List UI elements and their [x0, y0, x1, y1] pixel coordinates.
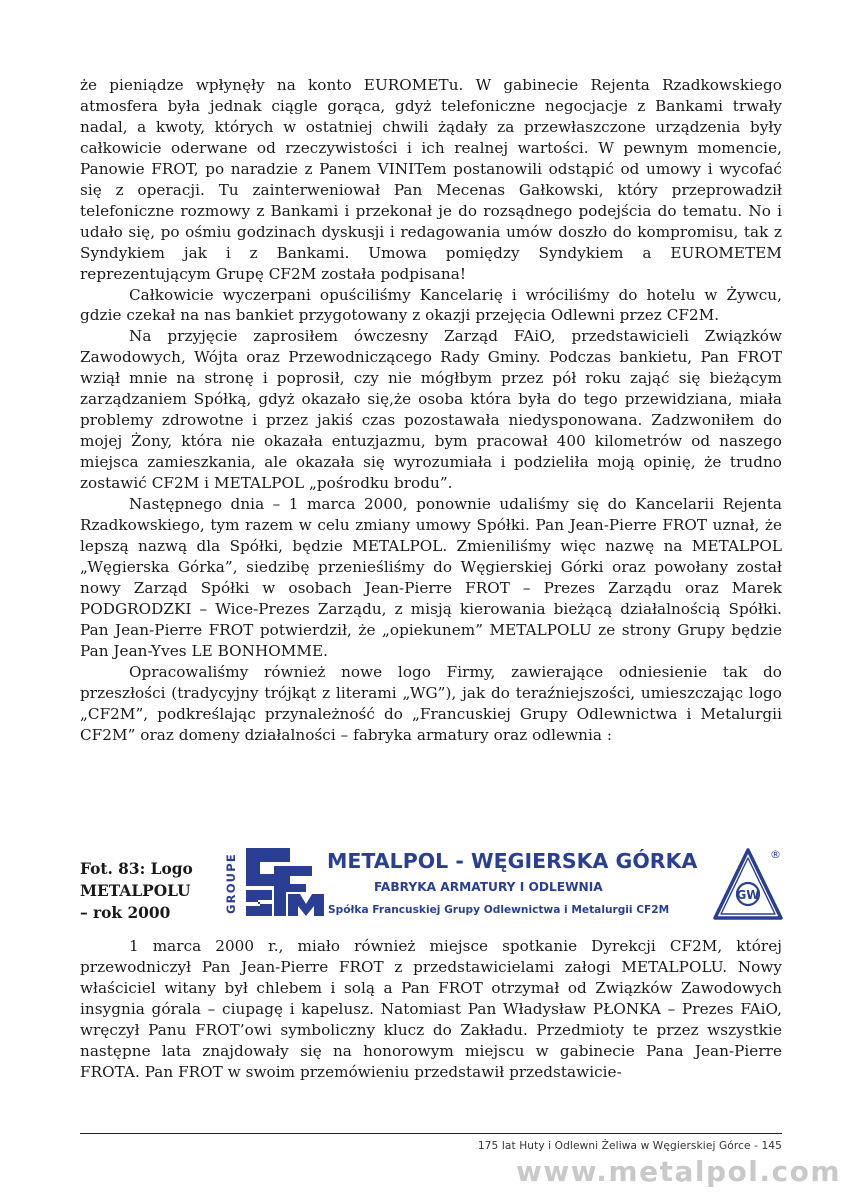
- paragraph: Opracowaliśmy również nowe logo Firmy, zawierające odniesienie tak do przeszłości (tradycyjny trójkąt z literami „WG”), jak do teraźniejszości, umieszczając logo „CF2M”, podkreślając przynależność do „Francuskiej Grupy Odlewnictwa i Metalurgii CF2M” oraz domeny działalności – fabryka armatury oraz odlewnia :: [80, 662, 782, 744]
- logo-tagline: Spółka Francuskiej Grupy Odlewnictwa i Metalurgii CF2M: [328, 904, 670, 916]
- logo-title: METALPOL - WĘGIERSKA GÓRKA: [327, 849, 698, 873]
- registered-mark: ®: [770, 848, 781, 861]
- figure-caption: Fot. 83: Logo METALPOLU – rok 2000: [80, 860, 193, 922]
- body-text-top: [80, 75, 782, 746]
- paragraph: Następnego dnia – 1 marca 2000, ponownie udaliśmy się do Kancelarii Rejenta Rzadkowskiego, tym razem w celu zmiany umowy Spółki. Pan Jean-Pierre FROT uznał, że lepszą nazwą dla Spółki, będzie METALPOL. Zmieniliśmy więc nazwę na METALPOL „Węgierska Górka”, siedzibę przenieśliśmy do Węgierskiej Górki oraz powołany został nowy Zarząd Spółki w osobach Jean-Pierre FROT – Prezes Zarządu oraz Marek PODGRODZKI – Wice-Prezes Zarządu, z misją kierowania bieżącą działalnością Spółki. Pan Jean-Pierre FROT potwierdził, że „opiekunem” METALPOLU ze strony Grupy będzie Pan Jean-Yves LE BONHOMME.: [80, 495, 782, 660]
- triangle-letters: GW: [736, 888, 760, 902]
- footer-divider: [80, 1133, 782, 1134]
- paragraph: Całkowicie wyczerpani opuściliśmy Kancelarię i wróciliśmy do hotelu w Żywcu, gdzie czekał na nas bankiet przygotowany z okazji przejęcia Odlewni przez CF2M.: [80, 285, 782, 325]
- logo-groupe-text: GROUPE: [224, 853, 238, 914]
- paragraph: 1 marca 2000 r., miało również miejsce spotkanie Dyrekcji CF2M, której przewodniczył Pan Jean-Pierre FROT z przedstawicielami załogi METALPOLU. Nowy właściciel witany był chlebem i solą a Pan FROT otrzymał od Związków Zawodowych insygnia górala – ciupagę i kapelusz. Natomiast Pan Władysław PŁONKA – Prezes FAiO, wręczył Panu FROT’owi symboliczny klucz do Zakładu. Przedmioty te przez wszystkie następne lata znajdowały się na honorowym miejscu w gabinecie Pana Jean-Pierre FROTA. Pan FROT w swoim przemówieniu przedstawił przedstawicie-: [80, 937, 782, 1081]
- metalpol-logo: [222, 842, 784, 920]
- body-text-bottom: [80, 936, 782, 1083]
- logo-subtitle: FABRYKA ARMATURY I ODLEWNIA: [374, 880, 603, 894]
- paragraph: że pieniądze wpłynęły na konto EUROMETu. W gabinecie Rejenta Rzadkowskiego atmosfera była jednak ciągle gorąca, gdyż telefoniczne negocjacje z Bankami trwały nadal, a kwoty, których w ostatniej chwili żądały za przewłaszczone urządzenia były całkowicie oderwane od rzeczywistości i ich realnej wartości. W pewnym momencie, Panowie FROT, po naradzie z Panem VINITem postanowili odstąpić od umowy i wycofać się z operacji. Tu zainterweniował Pan Mecenas Gałkowski, który przeprowadził telefoniczne rozmowy z Bankami i przekonał je do rozsądnego podejścia do tematu. No i udało się, po ośmiu godzinach dyskusji i redagowania umów doszło do kompromisu, tak z Syndykiem jak i z Bankami. Umowa pomiędzy Syndykiem a EUROMETEM reprezentującym Grupę CF2M została podpisana!: [80, 76, 782, 283]
- logo-cf2m-text: CF2M: [222, 842, 226, 843]
- cf2m-mark-icon: [246, 848, 324, 916]
- watermark: www.metalpol.com: [515, 1155, 841, 1188]
- page-footer: 175 lat Huty i Odlewni Żeliwa w Węgierskiej Górce - 145: [477, 1140, 782, 1152]
- paragraph: Na przyjęcie zaprosiłem ówczesny Zarząd FAiO, przedstawicieli Związków Zawodowych, Wójta oraz Przewodniczącego Rady Gminy. Podczas bankietu, Pan FROT wziął mnie na stronę i poprosił, czy nie mógłbym przez pół roku zająć się bieżącym zarządzaniem Spółką, gdyż okazało się,że osoba która była do tego przewidziana, miała problemy zdrowotne i przez jakiś czas pozostawała niedysponowana. Zadzwoniłem do mojej Żony, która nie okazała entuzjazmu, bym pracował 400 kilometrów od naszego miejsca zamieszkania, ale okazała się wyrozumiała i podzieliła moją opinię, że trudno zostawić CF2M i METALPOL „pośrodku brodu”.: [80, 327, 782, 493]
